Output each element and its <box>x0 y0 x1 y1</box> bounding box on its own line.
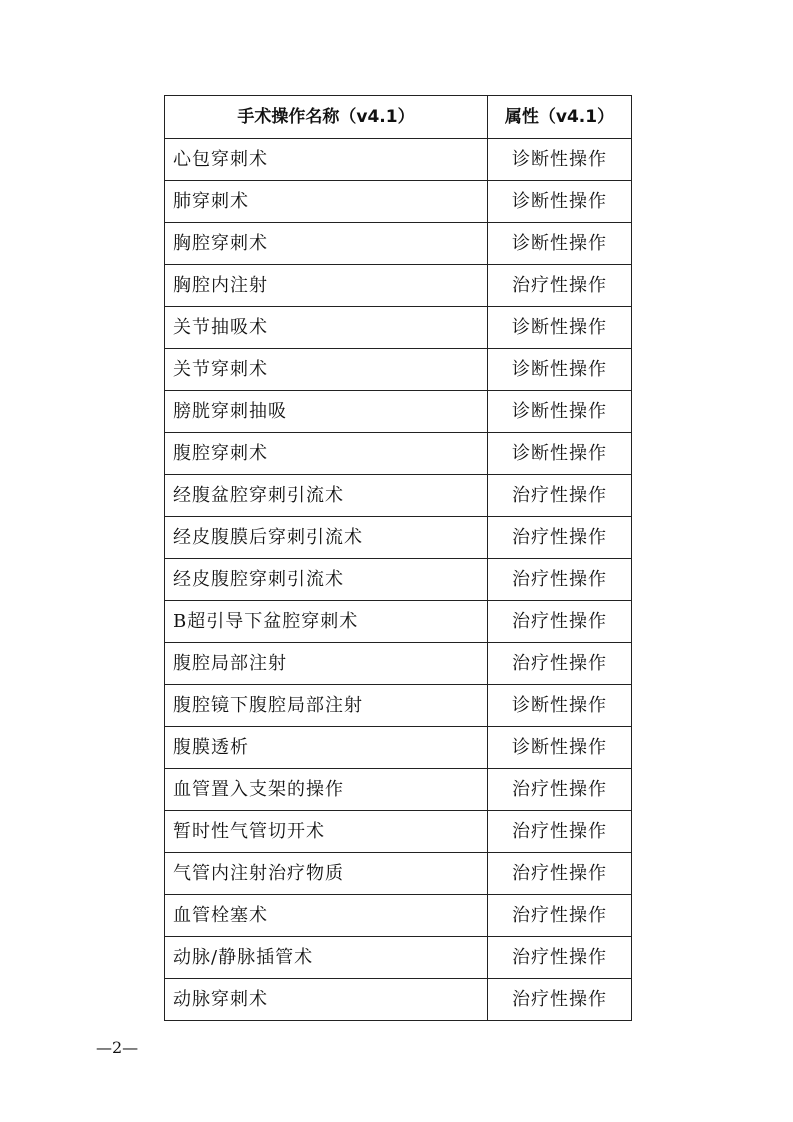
table-row <box>165 475 632 517</box>
procedure-name-cell: 经皮腹膜后穿刺引流术 <box>165 517 488 559</box>
attribute-cell: 治疗性操作 <box>488 517 632 559</box>
attribute-cell: 治疗性操作 <box>488 601 632 643</box>
table-row <box>165 517 632 559</box>
table-row <box>165 853 632 895</box>
table-row <box>165 349 632 391</box>
attribute-cell: 治疗性操作 <box>488 937 632 979</box>
procedure-name-cell: 血管栓塞术 <box>165 895 488 937</box>
procedure-name-cell: 动脉/静脉插管术 <box>165 937 488 979</box>
attribute-cell: 治疗性操作 <box>488 811 632 853</box>
procedure-name-cell: 气管内注射治疗物质 <box>165 853 488 895</box>
procedure-name-cell: B超引导下盆腔穿刺术 <box>165 601 488 643</box>
attribute-cell: 治疗性操作 <box>488 643 632 685</box>
table-row <box>165 559 632 601</box>
procedure-name-cell: 腹膜透析 <box>165 727 488 769</box>
procedure-name-cell: 腹腔穿刺术 <box>165 433 488 475</box>
attribute-cell: 诊断性操作 <box>488 433 632 475</box>
procedure-name-cell: 腹腔镜下腹腔局部注射 <box>165 685 488 727</box>
table-row <box>165 685 632 727</box>
table-row <box>165 979 632 1021</box>
attribute-cell: 治疗性操作 <box>488 769 632 811</box>
procedure-name-cell: 胸腔内注射 <box>165 265 488 307</box>
attribute-cell: 治疗性操作 <box>488 265 632 307</box>
table-row <box>165 601 632 643</box>
attribute-cell: 治疗性操作 <box>488 895 632 937</box>
procedure-name-cell: 膀胱穿刺抽吸 <box>165 391 488 433</box>
procedure-name-cell: 关节穿刺术 <box>165 349 488 391</box>
procedure-name-cell: 肺穿刺术 <box>165 181 488 223</box>
header-procedure-name: 手术操作名称（v4.1） <box>165 96 488 139</box>
table-row <box>165 307 632 349</box>
procedure-name-cell: 经腹盆腔穿刺引流术 <box>165 475 488 517</box>
procedure-name-cell: 暂时性气管切开术 <box>165 811 488 853</box>
attribute-cell: 诊断性操作 <box>488 181 632 223</box>
procedure-name-cell: 动脉穿刺术 <box>165 979 488 1021</box>
table-row <box>165 769 632 811</box>
table-row <box>165 391 632 433</box>
table-row <box>165 727 632 769</box>
attribute-cell: 诊断性操作 <box>488 223 632 265</box>
table-row <box>165 223 632 265</box>
table-row <box>165 895 632 937</box>
attribute-cell: 治疗性操作 <box>488 559 632 601</box>
attribute-cell: 诊断性操作 <box>488 391 632 433</box>
attribute-cell: 治疗性操作 <box>488 853 632 895</box>
table-row <box>165 811 632 853</box>
procedure-name-cell: 经皮腹腔穿刺引流术 <box>165 559 488 601</box>
attribute-cell: 治疗性操作 <box>488 979 632 1021</box>
table-header-row <box>165 96 632 139</box>
header-attribute: 属性（v4.1） <box>488 96 632 139</box>
table-row <box>165 265 632 307</box>
table-row <box>165 139 632 181</box>
attribute-cell: 诊断性操作 <box>488 139 632 181</box>
table-row <box>165 937 632 979</box>
procedure-name-cell: 胸腔穿刺术 <box>165 223 488 265</box>
attribute-cell: 治疗性操作 <box>488 475 632 517</box>
table-row <box>165 181 632 223</box>
attribute-cell: 诊断性操作 <box>488 727 632 769</box>
procedure-name-cell: 心包穿刺术 <box>165 139 488 181</box>
attribute-cell: 诊断性操作 <box>488 349 632 391</box>
table-row <box>165 643 632 685</box>
procedure-name-cell: 腹腔局部注射 <box>165 643 488 685</box>
table-row <box>165 433 632 475</box>
table-body <box>165 139 632 1021</box>
attribute-cell: 诊断性操作 <box>488 307 632 349</box>
procedure-name-cell: 血管置入支架的操作 <box>165 769 488 811</box>
page-number: —2— <box>96 1038 139 1057</box>
attribute-cell: 诊断性操作 <box>488 685 632 727</box>
procedure-name-cell: 关节抽吸术 <box>165 307 488 349</box>
procedure-table <box>164 95 632 1021</box>
